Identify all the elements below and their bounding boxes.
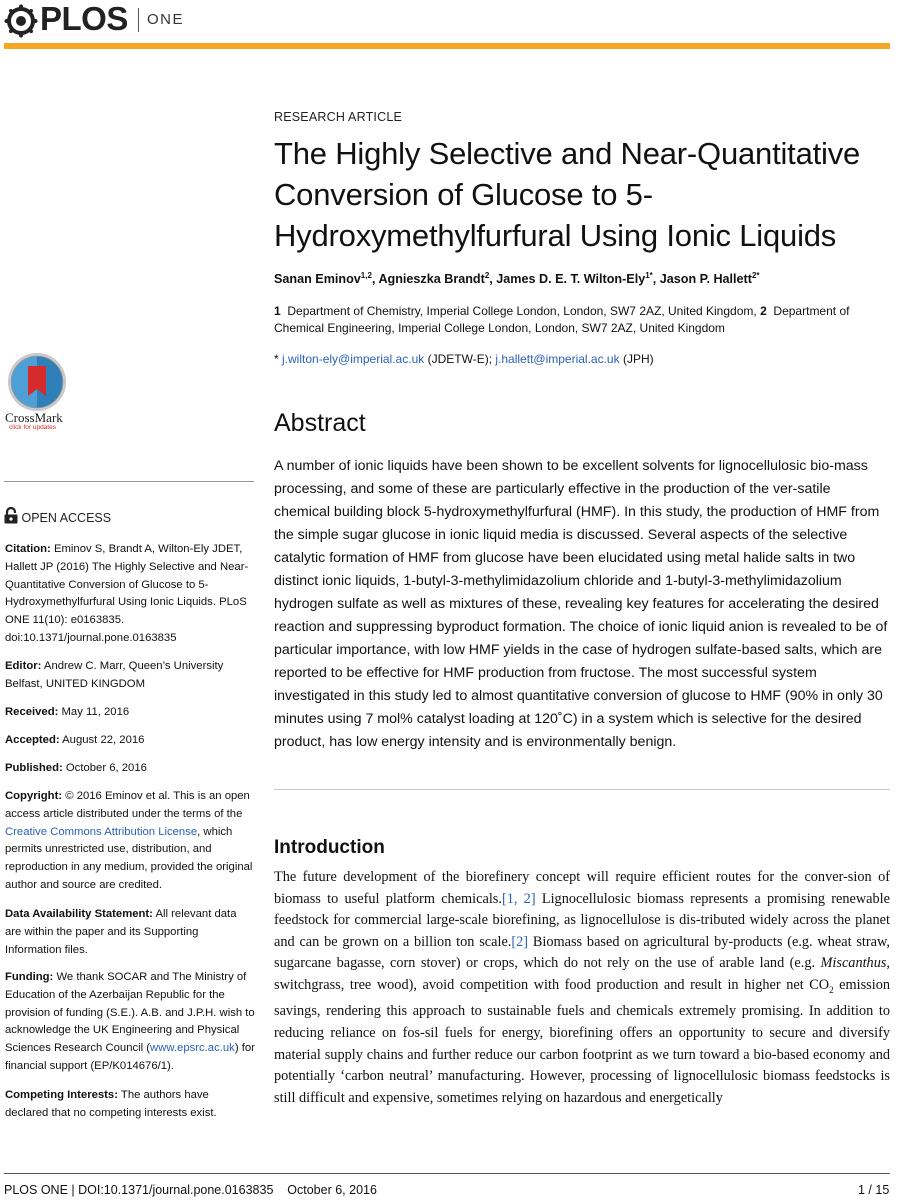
competing-interests-block (5, 1087, 255, 1123)
abstract-text: A number of ionic liquids have been shown to be excellent solvents for lignocellulosic bio-mass processing, and some of these are particularly effective in the production of the ver-satile chemical building block 5-hydroxymethylfurfural (HMF). In this study, the production of HMF from the simple sugar glucose in ionic liquid media is discussed. Several aspects of the selective catalytic formation of HMF from glucose have been elucidated using metal halide salts in two distinct ionic liquids, 1-butyl-3-methylimidazolium chloride and 1-butyl-3-methylimidazolium hydrogen sulfate as well as mixtures of these, revealing key features for accelerating the desired reaction and suppressing byproduct formation. The choice of ionic liquid anion is revealed to be of particular importance, with low HMF yields in the case of hydrogen sulfate-based salts, which are reported to be effective for HMF production from fructose. The most successful system investigated in this study led to almost quantitative conversion of glucose to HMF (90% in only 30 minutes using 7 mol% catalyst loading at 120˚C) in a system which is selective for the desired product, has low energy intensity and is environmentally benign. (274, 458, 888, 750)
competing-interests-label: Competing Interests: (5, 1089, 118, 1101)
logo-divider (138, 8, 139, 32)
funding-text: We thank SOCAR and The Ministry of Education of the Azerbaijan Republic for the provision of funding (S.E.). A.B. and J.P.H. wish to acknowledge the UK Engineering and Physical Sciences Research Council ( (5, 971, 255, 1055)
affiliation-text: Department of Chemistry, Imperial College London, London, SW7 2AZ, United Kingdom, (287, 304, 757, 318)
intro-text: Biomass based on agricultural by-products (e.g. wheat straw, sugarcane bagasse, corn stover) or crops, which do not rely on the use of arable land (e.g. (274, 933, 890, 972)
published-block (5, 760, 255, 778)
citation-text: Eminov S, Brandt A, Wilton-Ely JDET, Hallett JP (2016) The Highly Selective and Near-Quantitative Conversion of Glucose to 5-Hydroxymethylfurfural Using Ionic Liquids. PLoS ONE 11(10): e0163835. doi:10.1371/journal.pone.0163835 (5, 543, 249, 644)
citation-label: Citation: (5, 543, 51, 555)
plos-one-logo[interactable] (4, 0, 185, 38)
intro-text: The future development of the biorefinery concept will require efficient routes for the conver-sion of biomass to useful platform chemicals. (274, 869, 890, 907)
footer-citation: PLOS ONE | DOI:10.1371/journal.pone.0163835 October 6, 2016 (4, 1183, 377, 1197)
intro-text: Lignocellulosic biomass represents a promising renewable feedstock for commercial large-scale biorefining, as lignocellulose is dis-tributed widely across the planet and can be grown on a billion ton scale. (274, 890, 890, 950)
abstract-heading: Abstract (274, 409, 366, 437)
correspondence (274, 352, 654, 366)
author-affiliation-mark: 2* (751, 271, 760, 280)
crossmark-label: CrossMark (5, 410, 63, 425)
introduction-heading: Introduction (274, 837, 385, 858)
email-owner: (JDETW-E); (427, 352, 493, 366)
journal-name: ONE (147, 11, 185, 28)
published-date: October 6, 2016 (65, 762, 147, 774)
received-date: May 11, 2016 (61, 706, 130, 718)
section-divider (274, 789, 890, 790)
affiliation-number: 1 (274, 304, 281, 318)
logo-text: PLOS (40, 0, 128, 37)
species-name: Miscanthus (820, 955, 887, 972)
editor-text: Andrew C. Marr, Queen’s University Belfast, UNITED KINGDOM (5, 660, 224, 690)
open-access (4, 507, 111, 525)
crossmark-icon (7, 352, 67, 412)
page-number: 1 / 15 (858, 1183, 890, 1197)
intro-text: emission savings, rendering this approach to sustainable fuels and chemicals extremely promising. In addition to reducing reliance on fos-sil fuels for energy, biorefining offers an opportunity to secure and diversify material supply chains and further reduce our carbon footprint as we turn toward a bio-based economy and potentially ‘carbon neutral’ manufacturing. However, processing of lignocellulosic biomass feedstocks is still difficult and expensive, sometimes relying on hazardous and energetically (274, 976, 890, 1106)
author-list: Sanan Eminov$^{1,2}$, Agnieszka Brandt$^2$, James D. E. T. Wilton-Ely$^{1*}$, Jason P. Hallett$^{2*}$ (274, 271, 760, 287)
intro-text: , switchgrass, tree wood), avoid competition with food production and result in higher net CO (274, 955, 890, 993)
affiliations (274, 303, 894, 337)
corresponding-mark: * (274, 352, 279, 366)
author-name: Jason P. Hallett (659, 272, 752, 287)
copyright-text: © 2016 Eminov et al. This is an open access article distributed under the terms of the (5, 790, 250, 820)
plos-logo-icon (4, 4, 38, 38)
header-accent-bar (4, 43, 890, 49)
introduction-text (274, 867, 890, 1109)
email-owner: (JPH) (622, 352, 654, 366)
open-access-label: OPEN ACCESS (21, 511, 112, 525)
license-link[interactable]: Creative Commons Attribution License (5, 825, 198, 838)
copyright-text: , which permits unrestricted use, distribution, and reproduction in any medium, provided the original author and source are credited. (5, 825, 253, 891)
funding-block (5, 969, 255, 1076)
footer-divider (4, 1173, 890, 1174)
data-availability-block (5, 906, 255, 959)
crossmark-badge[interactable] (5, 352, 69, 434)
author-name: James D. E. T. Wilton-Ely (496, 272, 646, 287)
funding-label: Funding: (5, 971, 54, 983)
subscript: 2 (829, 984, 834, 995)
citation-link[interactable]: [1, 2] (501, 890, 536, 907)
epsrc-link[interactable]: www.epsrc.ac.uk (150, 1042, 235, 1055)
open-lock-icon (4, 507, 18, 524)
author-affiliation-mark: 1* (645, 271, 653, 280)
received-label: Received: (5, 706, 59, 718)
editor-label: Editor: (5, 660, 42, 672)
affiliation-text: Department of Chemical Engineering, Imperial College London, London, SW7 2AZ, United Kingdom (274, 304, 850, 335)
funding-text: ) for financial support (EP/K014676/1). (5, 1042, 255, 1072)
citation-block (5, 541, 255, 648)
sidebar-divider (4, 481, 254, 482)
email-link[interactable]: j.wilton-ely@imperial.ac.uk (282, 352, 425, 366)
accepted-label: Accepted: (5, 734, 60, 746)
author-affiliation-mark: 1,2 (360, 271, 372, 280)
competing-interests-text: The authors have declared that no competing interests exist. (5, 1089, 217, 1119)
email-link[interactable]: j.hallett@imperial.ac.uk (495, 352, 620, 366)
crossmark-sublabel: click for updates (9, 424, 56, 431)
received-block (5, 704, 255, 722)
copyright-label: Copyright: (5, 790, 63, 802)
published-label: Published: (5, 762, 63, 774)
article-title: The Highly Selective and Near-Quantitative Conversion of Glucose to 5-Hydroxymethylfurfural Using Ionic Liquids (274, 136, 861, 253)
data-availability-label: Data Availability Statement: (5, 908, 153, 920)
article-type: RESEARCH ARTICLE (274, 110, 403, 124)
author-name: Sanan Eminov (274, 272, 361, 287)
author-affiliation-mark: 2 (484, 271, 490, 280)
author-name: Agnieszka Brandt (378, 272, 485, 287)
copyright-block (5, 788, 255, 895)
citation-link[interactable]: [2] (511, 933, 529, 950)
accepted-block (5, 732, 255, 750)
affiliation-number: 2 (760, 304, 767, 318)
data-availability-text: All relevant data are within the paper and its Supporting Information files. (5, 908, 237, 956)
editor-block (5, 658, 255, 694)
accepted-date: August 22, 2016 (62, 734, 145, 746)
